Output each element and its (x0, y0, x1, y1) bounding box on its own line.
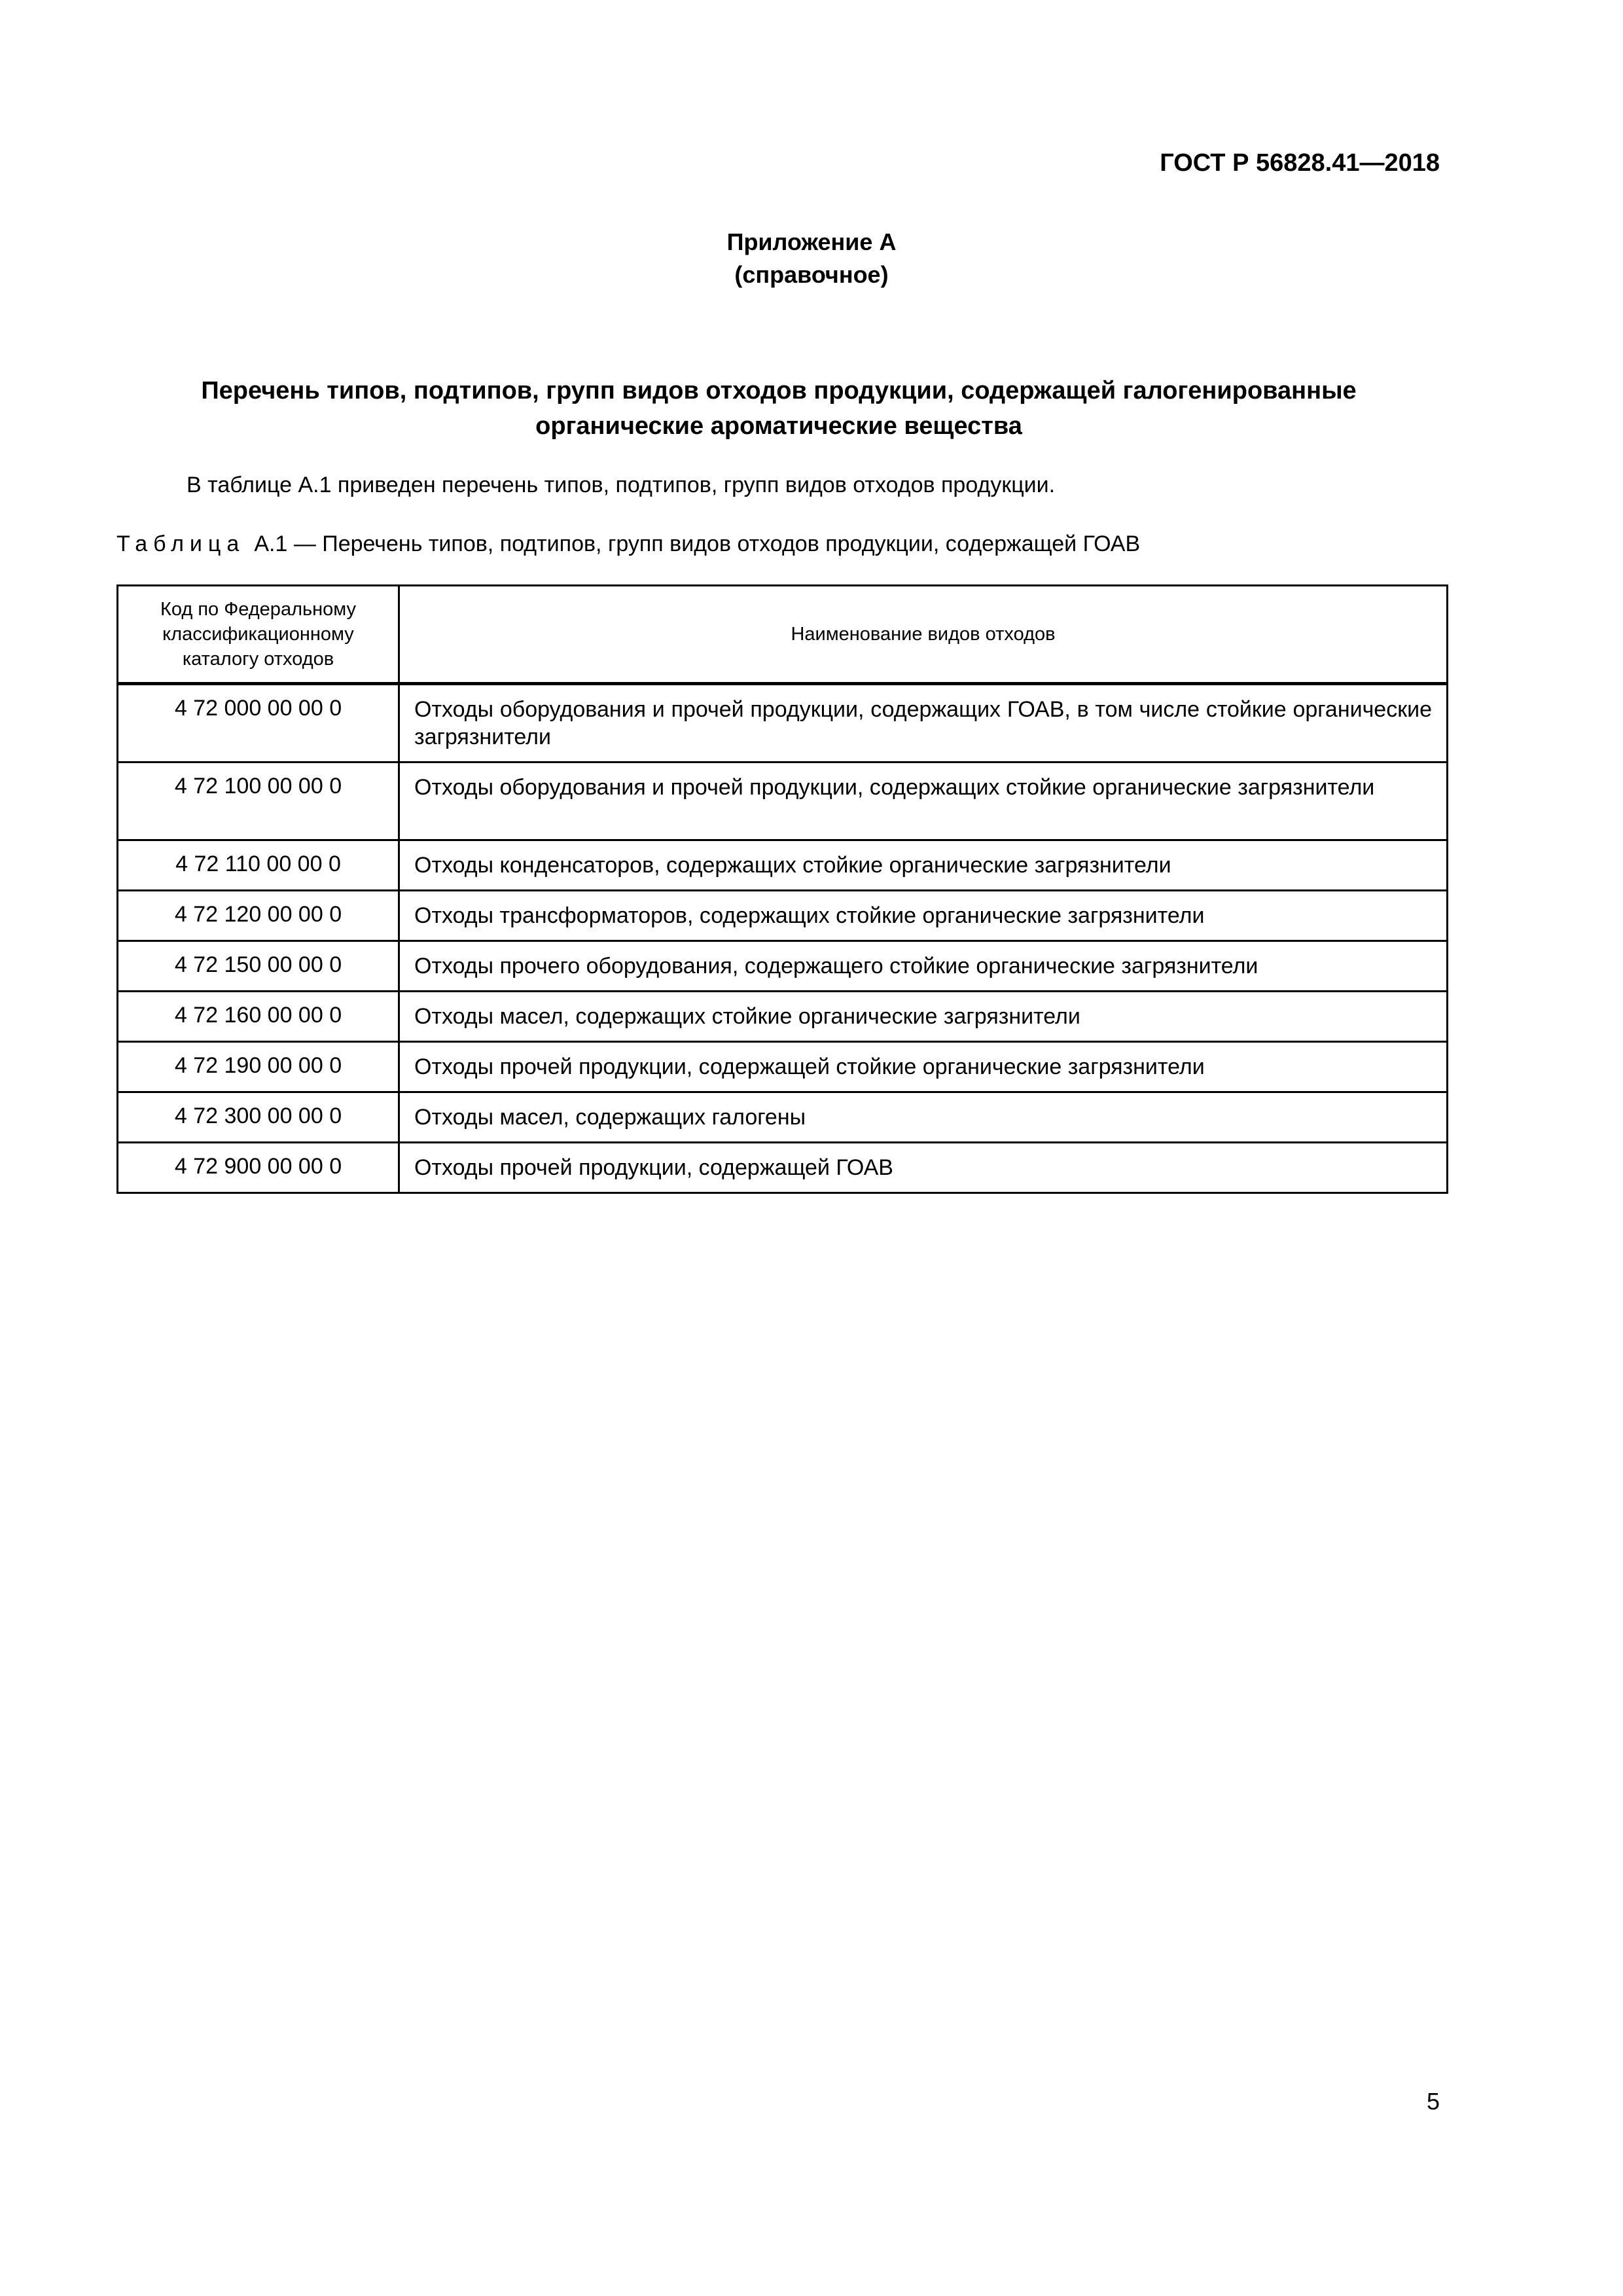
row-name: Отходы трансформаторов, содержащих стойкие органические загрязнители (399, 891, 1448, 941)
header-code-line-3: каталогу отходов (182, 649, 334, 670)
row-name: Отходы оборудования и прочей продукции, содержащих стойкие органические загрязнители (399, 762, 1448, 840)
appendix-title: Приложение А (726, 228, 897, 255)
section-heading (118, 373, 1440, 444)
row-name: Отходы оборудования и прочей продукции, содержащих ГОАВ, в том числе стойкие органические загрязнители (399, 684, 1448, 762)
section-heading-line-1: Перечень типов, подтипов, групп видов отходов продукции, содержащей галогенированные (201, 377, 1357, 404)
row-name: Отходы масел, содержащих стойкие органические загрязнители (399, 992, 1448, 1042)
header-code-column (118, 586, 399, 684)
table-header-row (118, 586, 1448, 684)
row-name: Отходы прочего оборудования, содержащего стойкие органические загрязнители (399, 941, 1448, 992)
table-row (118, 941, 1448, 992)
table-caption-label: Таблица (116, 531, 245, 556)
row-name: Отходы масел, содержащих галогены (399, 1092, 1448, 1143)
table-row (118, 1092, 1448, 1143)
row-code: 4 72 300 00 00 0 (118, 1092, 399, 1143)
row-code: 4 72 900 00 00 0 (118, 1143, 399, 1193)
page-number: 5 (1426, 2088, 1440, 2115)
document-number: ГОСТ Р 56828.41—2018 (1160, 149, 1440, 177)
row-code: 4 72 150 00 00 0 (118, 941, 399, 992)
row-code: 4 72 100 00 00 0 (118, 762, 399, 840)
row-code: 4 72 190 00 00 0 (118, 1042, 399, 1092)
table-row (118, 762, 1448, 840)
table-caption-text: — Перечень типов, подтипов, групп видов отходов продукции, содержащей ГОАВ (293, 531, 1141, 556)
appendix-heading (0, 226, 1623, 291)
row-code: 4 72 000 00 00 0 (118, 684, 399, 762)
row-name: Отходы прочей продукции, содержащей ГОАВ (399, 1143, 1448, 1193)
waste-types-table (116, 584, 1448, 1194)
header-code-line-1: Код по Федеральному (160, 599, 357, 620)
row-code: 4 72 120 00 00 0 (118, 891, 399, 941)
header-code-line-2: классификационному (162, 624, 354, 645)
row-code: 4 72 110 00 00 0 (118, 840, 399, 891)
row-name: Отходы прочей продукции, содержащей стойкие органические загрязнители (399, 1042, 1448, 1092)
appendix-kind: (справочное) (734, 261, 889, 288)
table-row (118, 992, 1448, 1042)
table-row (118, 1143, 1448, 1193)
table-row (118, 891, 1448, 941)
intro-paragraph: В таблице А.1 приведен перечень типов, подтипов, групп видов отходов продукции. (187, 473, 1056, 497)
table-caption-number: А.1 (254, 531, 288, 556)
row-name: Отходы конденсаторов, содержащих стойкие органические загрязнители (399, 840, 1448, 891)
row-code: 4 72 160 00 00 0 (118, 992, 399, 1042)
table-row (118, 840, 1448, 891)
header-name-column: Наименование видов отходов (399, 586, 1448, 684)
table-row (118, 1042, 1448, 1092)
table-caption (116, 531, 1140, 557)
table-row (118, 684, 1448, 762)
section-heading-line-2: органические ароматические вещества (535, 412, 1022, 440)
